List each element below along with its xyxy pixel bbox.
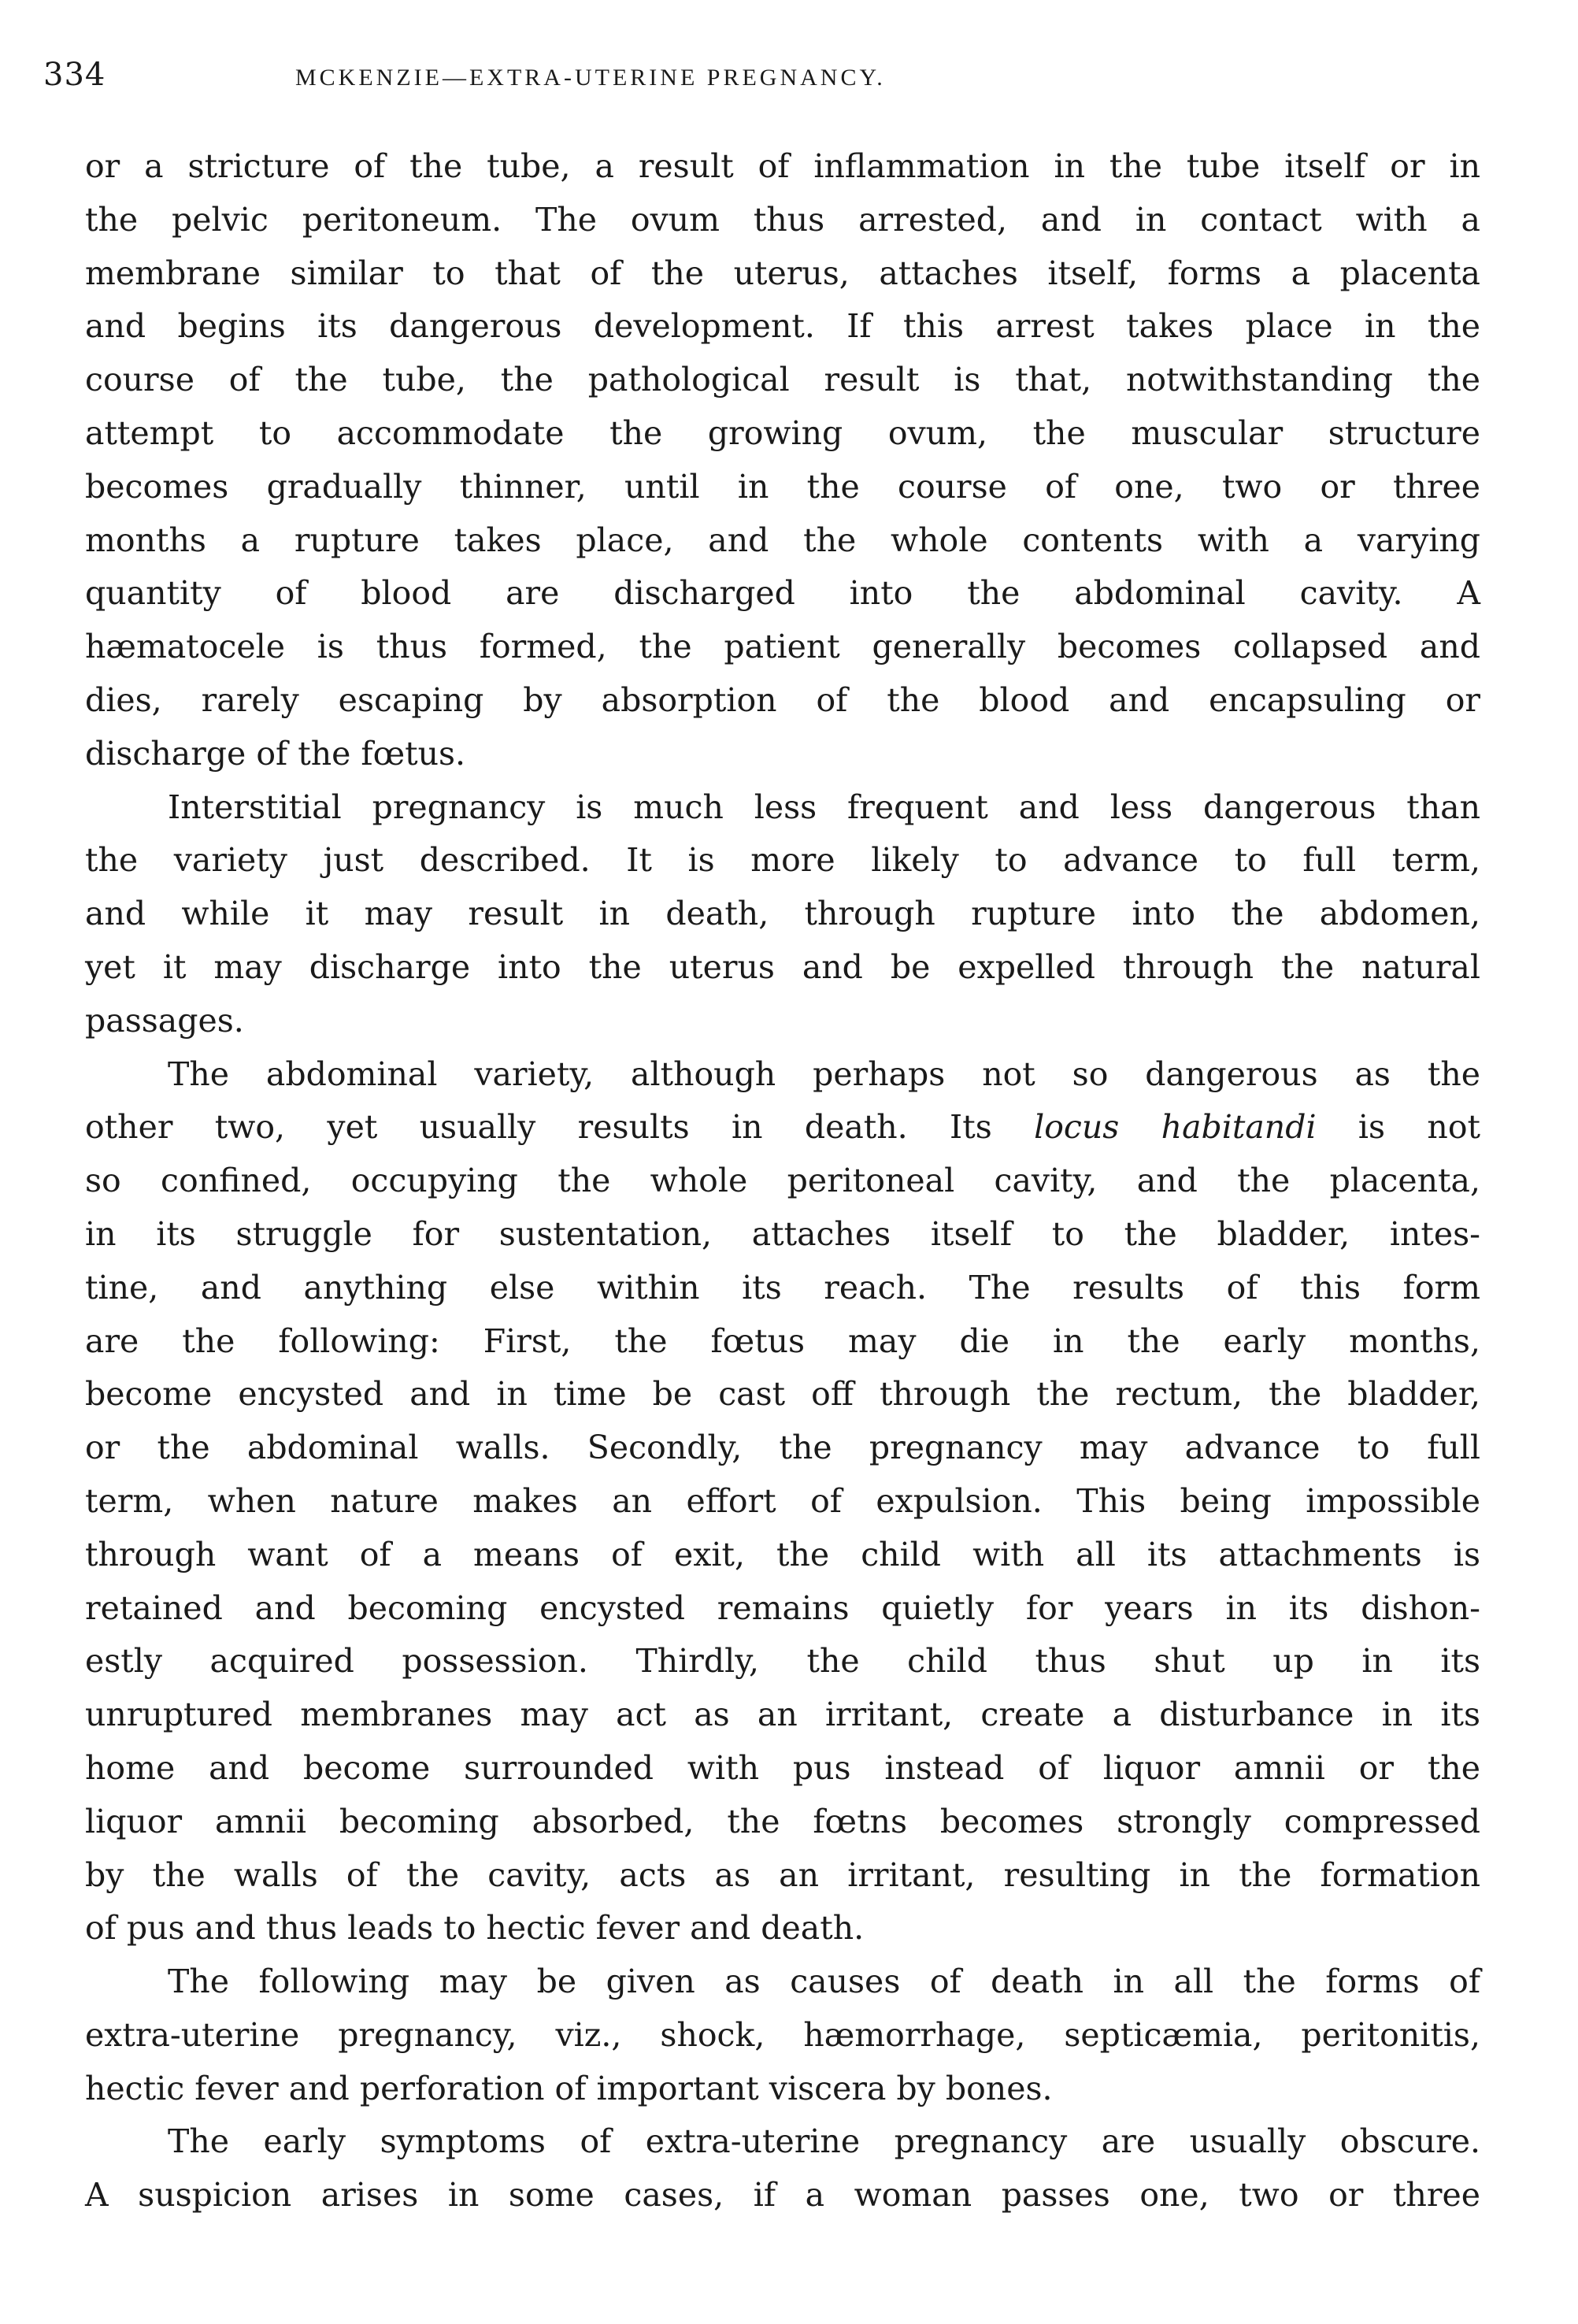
text-line: yet it may discharge into the uterus and be expelled through the natural — [85, 947, 1480, 986]
text-line: become encysted and in time be cast off through the rectum, the bladder, — [85, 1375, 1480, 1414]
text-line: The abdominal variety, although perhaps not so dangerous as the — [168, 1055, 1480, 1093]
text-fragment: is not — [1358, 1108, 1480, 1147]
text-line: of pus and thus leads to hectic fever and death. — [85, 1909, 865, 1948]
text-line: The following may be given as causes of death in all the forms of — [168, 1963, 1480, 2001]
text-line: term, when nature makes an effort of expulsion. This being impossible — [85, 1481, 1480, 1520]
text-line — [85, 1101, 1480, 1155]
text-fragment: other two, yet usually results in death. Its — [85, 1108, 992, 1147]
text-line: discharge of the fœtus. — [85, 734, 466, 773]
text-line: are the following: First, the fœtus may die in the early months, — [85, 1321, 1480, 1360]
text-line: in its struggle for sustentation, attaches itself to the bladder, intes- — [85, 1214, 1480, 1253]
text-line: and while it may result in death, through rupture into the abdomen, — [85, 895, 1480, 933]
text-line: through want of a means of exit, the child with all its attachments is — [85, 1535, 1480, 1573]
running-head: MCKENZIE—EXTRA-UTERINE PREGNANCY. — [295, 65, 886, 91]
text-line: so confined, occupying the whole peritoneal cavity, and the placenta, — [85, 1162, 1480, 1200]
text-line: extra-uterine pregnancy, viz., shock, hæmorrhage, septicæmia, peritonitis, — [85, 2015, 1480, 2054]
text-line: the pelvic peritoneum. The ovum thus arrested, and in contact with a — [85, 200, 1480, 239]
text-line: hæmatocele is thus formed, the patient generally becomes collapsed and — [85, 628, 1480, 666]
text-line: retained and becoming encysted remains quietly for years in its dishon- — [85, 1588, 1480, 1627]
text-line: or a stricture of the tube, a result of inflammation in the tube itself or in — [85, 147, 1480, 185]
body-text — [85, 140, 1480, 2222]
text-line: hectic fever and perforation of important viscera by bones. — [85, 2069, 1053, 2107]
text-line: A suspicion arises in some cases, if a woman passes one, two or three — [85, 2176, 1480, 2215]
text-line: or the abdominal walls. Secondly, the pregnancy may advance to full — [85, 1429, 1480, 1467]
text-line: tine, and anything else within its reach. The results of this form — [85, 1268, 1480, 1307]
text-line: passages. — [85, 1001, 244, 1040]
text-line: quantity of blood are discharged into the abdominal cavity. A — [85, 574, 1480, 613]
page-header — [43, 57, 1472, 104]
text-line: The early symptoms of extra-uterine pregnancy are usually obscure. — [168, 2122, 1480, 2161]
italic-phrase: locus habitandi — [1034, 1108, 1317, 1147]
text-line: estly acquired possession. Thirdly, the child thus shut up in its — [85, 1642, 1480, 1681]
text-line: dies, rarely escaping by absorption of the blood and encapsuling or — [85, 680, 1480, 719]
text-line: unruptured membranes may act as an irritant, create a disturbance in its — [85, 1696, 1480, 1734]
text-line: by the walls of the cavity, acts as an irritant, resulting in the formation — [85, 1855, 1480, 1894]
text-line: attempt to accommodate the growing ovum, the muscular structure — [85, 413, 1480, 452]
text-line: course of the tube, the pathological result is that, notwithstanding the — [85, 361, 1480, 399]
text-line: becomes gradually thinner, until in the course of one, two or three — [85, 467, 1480, 506]
text-line: Interstitial pregnancy is much less frequent and less dangerous than — [168, 788, 1480, 826]
text-line: and begins its dangerous development. If this arrest takes place in the — [85, 307, 1480, 346]
text-line: liquor amnii becoming absorbed, the fœtns becomes strongly compressed — [85, 1802, 1480, 1840]
text-line: the variety just described. It is more likely to advance to full term, — [85, 841, 1480, 880]
text-line: membrane similar to that of the uterus, attaches itself, forms a placenta — [85, 254, 1480, 292]
text-line: months a rupture takes place, and the whole contents with a varying — [85, 521, 1480, 559]
text-line: home and become surrounded with pus instead of liquor amnii or the — [85, 1748, 1480, 1787]
page-number: 334 — [43, 57, 106, 93]
